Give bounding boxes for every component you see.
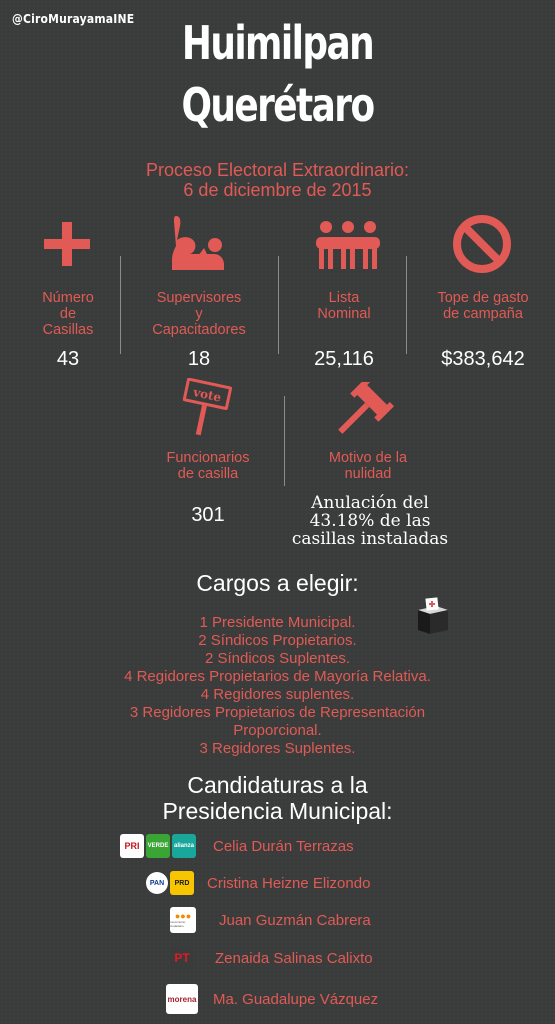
prohibited-icon: [452, 214, 512, 274]
candidaturas-heading-2: Presidencia Municipal:: [162, 798, 393, 824]
value-line: casillas instaladas: [291, 529, 449, 549]
cargo-line: 2 Síndicos Propietarios.: [198, 632, 357, 649]
logo-text: PT: [174, 951, 190, 965]
stat-value-supervisores: 18: [187, 348, 211, 370]
label-line: Lista: [328, 290, 360, 306]
logo-text: PRI: [124, 841, 140, 851]
candidate-name: Cristina Heizne Elizondo: [207, 875, 371, 892]
prd-logo: [170, 871, 194, 895]
label-line: Número: [42, 290, 94, 306]
label-line: Capacitadores: [152, 322, 246, 338]
people-group-icon: [312, 220, 384, 270]
column-divider: [120, 256, 121, 354]
movimiento-ciudadano-logo: [170, 907, 196, 933]
label-line: de campaña: [443, 306, 523, 322]
cargo-line: 4 Regidores Propietarios de Mayoría Relativa.: [124, 668, 431, 685]
pt-logo: [170, 946, 194, 970]
logo-text: alianza: [173, 843, 194, 849]
candidate-name: Celia Durán Terrazas: [213, 838, 354, 855]
stat-value-casillas: 43: [56, 348, 80, 370]
candidate-name: Juan Guzmán Cabrera: [219, 912, 371, 929]
raised-hand-icon: [168, 214, 232, 272]
stat-label-casillas: [18, 290, 118, 338]
cargos-heading: Cargos a elegir:: [196, 570, 359, 596]
logo-text: movimiento ciudadano: [170, 920, 186, 928]
candidate-name: Ma. Guadalupe Vázquez: [213, 991, 379, 1008]
stat-value-lista-nominal: 25,116: [314, 348, 374, 370]
label-line: de casilla: [177, 466, 239, 482]
label-line: y: [195, 306, 203, 322]
vote-sign-icon: [180, 378, 236, 438]
author-handle: @CiroMurayamaINE: [12, 12, 135, 26]
pri-logo: [120, 834, 144, 858]
label-line: Funcionarios: [166, 450, 250, 466]
plus-icon: [44, 222, 92, 266]
stat-value-tope-gasto: $383,642: [441, 348, 525, 370]
verde-logo: [146, 834, 170, 858]
logo-text: morena: [167, 994, 197, 1004]
stat-label-lista-nominal: [290, 290, 398, 322]
logo-text: VERDE: [147, 843, 169, 849]
cargo-line: 4 Regidores suplentes.: [200, 686, 355, 703]
gavel-icon: [336, 382, 394, 440]
label-line: Supervisores: [156, 290, 242, 306]
value-line: 43.18% de las: [309, 511, 431, 531]
logo-text: PAN: [149, 879, 165, 887]
subtitle-date: 6 de diciembre de 2015: [183, 180, 372, 200]
stat-label-tope-gasto: [412, 290, 554, 322]
cargo-line: Proporcional.: [233, 722, 322, 739]
stat-label-motivo-nulidad: [298, 450, 438, 482]
cargo-line: 2 Síndicos Suplentes.: [204, 650, 351, 667]
value-line: Anulación del: [311, 493, 429, 513]
title-state: Querétaro: [181, 78, 374, 132]
column-divider: [406, 256, 407, 354]
label-line: Motivo de la: [328, 450, 408, 466]
logo-text: PRD: [174, 879, 190, 887]
candidaturas-heading: Candidaturas a la: [187, 772, 368, 798]
column-divider: [278, 256, 279, 354]
title-municipality: Huimilpan: [181, 16, 374, 70]
stat-value-funcionarios: 301: [191, 504, 225, 526]
svg-text:vote: vote: [192, 385, 223, 405]
label-line: de: [59, 306, 77, 322]
cargo-line: 3 Regidores Propietarios de Representación: [129, 704, 426, 721]
label-line: Tope de gasto: [437, 290, 529, 306]
label-line: nulidad: [344, 466, 392, 482]
subtitle-process: Proceso Electoral Extraordinario:: [145, 160, 410, 180]
candidate-name: Zenaida Salinas Calixto: [215, 950, 373, 967]
label-line: Casillas: [42, 322, 94, 338]
cargo-line: 1 Presidente Municipal.: [199, 614, 356, 631]
mc-mark-icon: ●●●: [174, 911, 192, 921]
pan-logo: [146, 872, 168, 894]
stat-label-supervisores: [136, 290, 262, 338]
nueva-alianza-logo: [172, 834, 196, 858]
stat-label-funcionarios: [142, 450, 274, 482]
label-line: Nominal: [317, 306, 371, 322]
column-divider: [284, 396, 285, 486]
cargo-line: 3 Regidores Suplentes.: [199, 740, 356, 757]
stat-value-motivo-nulidad: [280, 494, 460, 548]
morena-logo: [166, 984, 198, 1014]
